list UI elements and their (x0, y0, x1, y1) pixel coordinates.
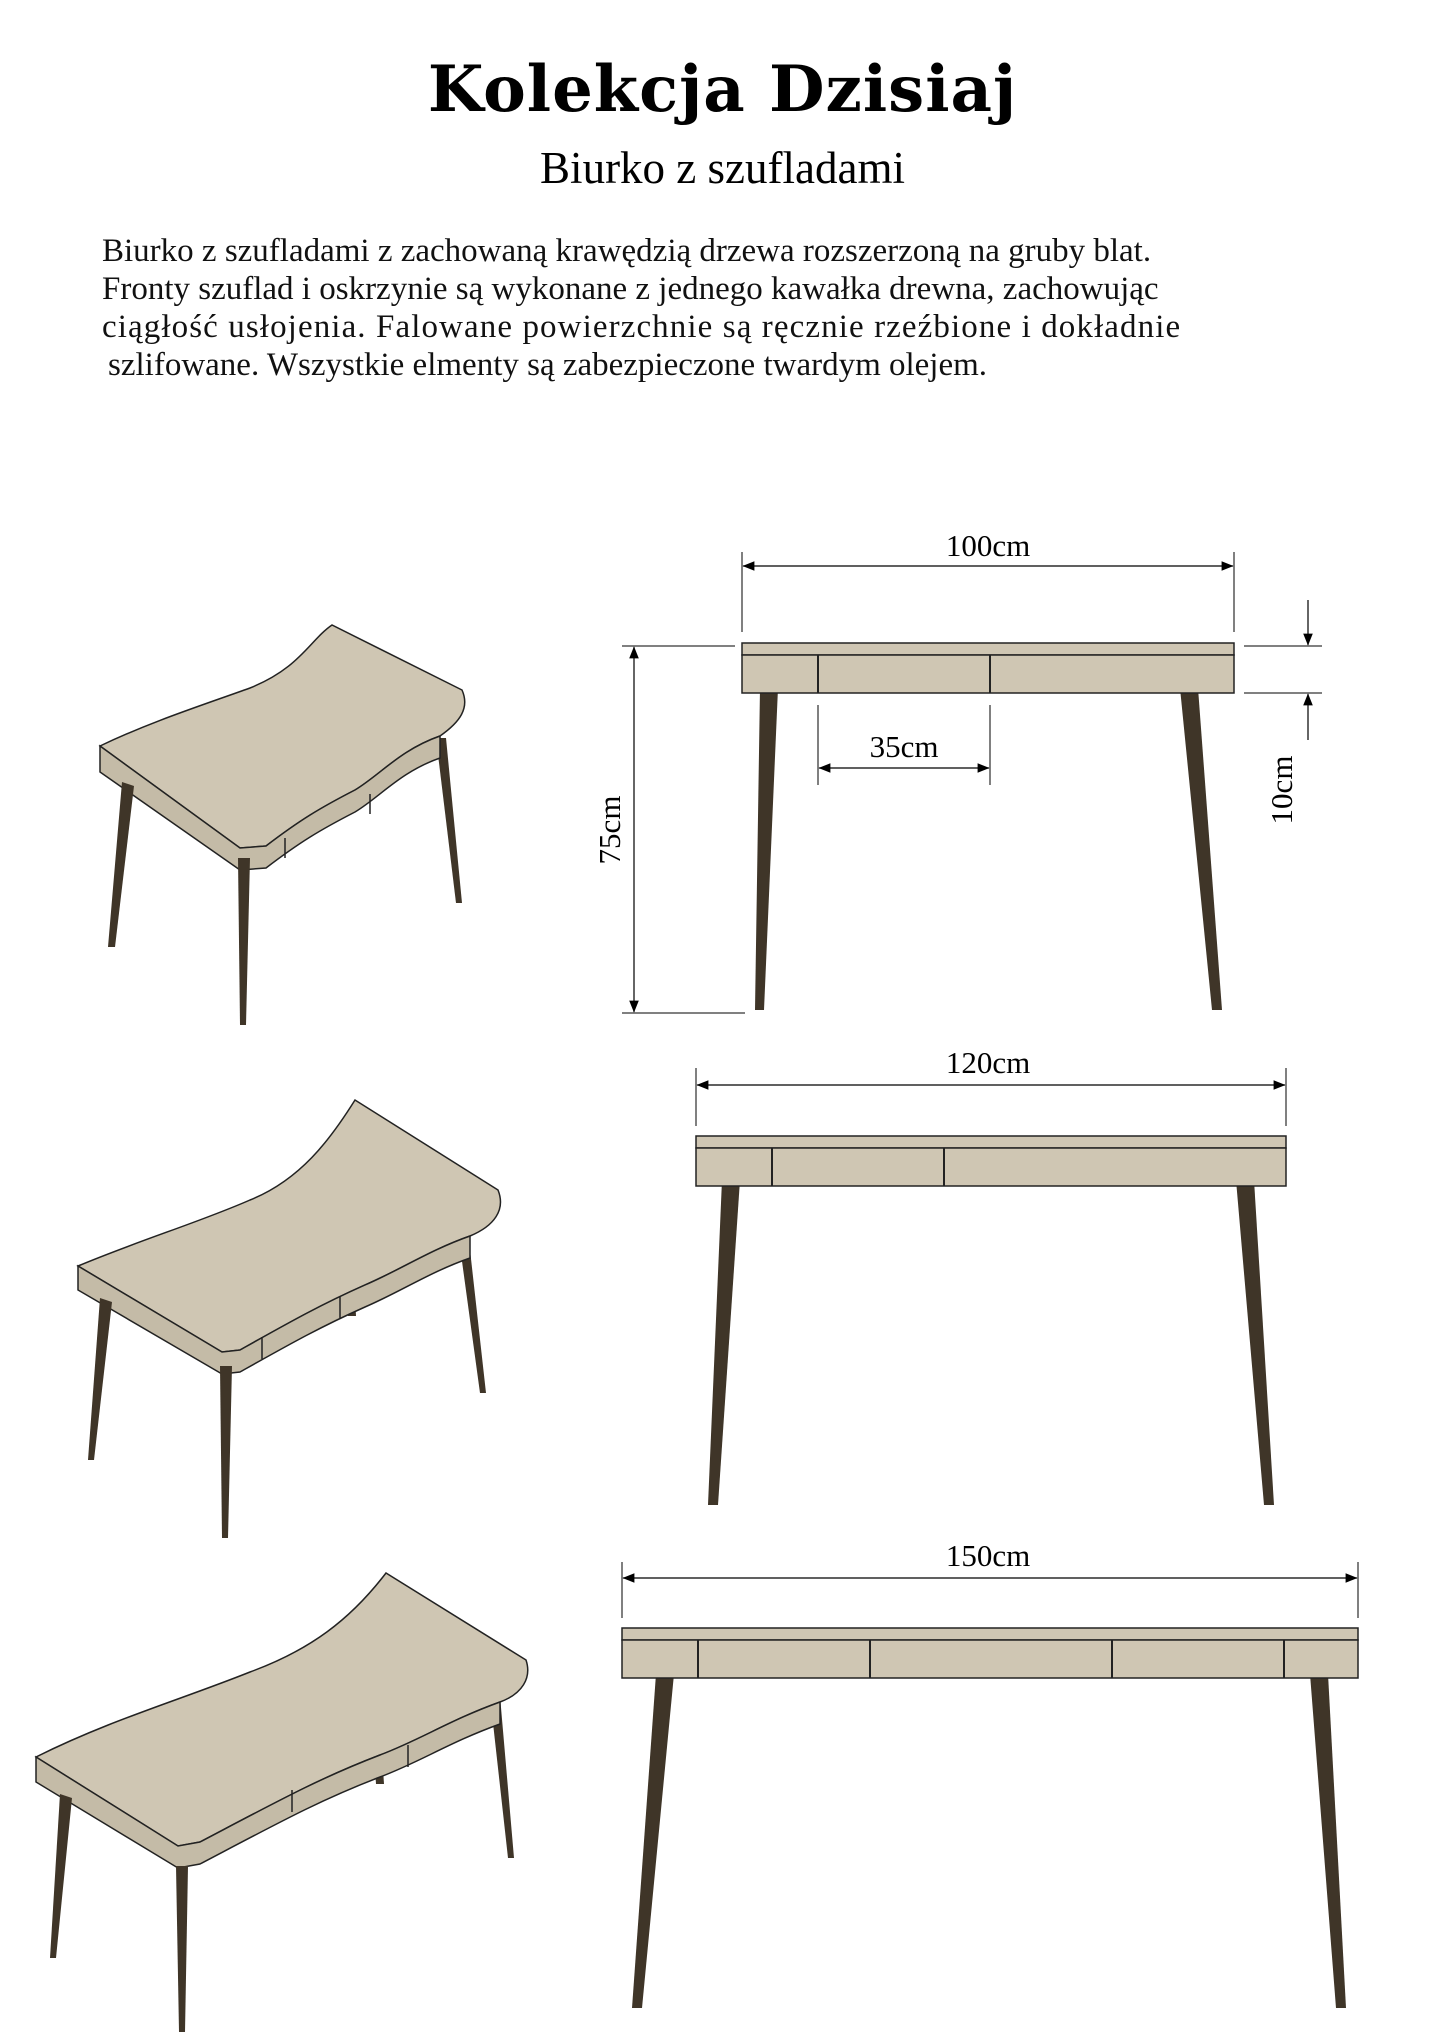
iso-desk-leg (436, 738, 462, 903)
page-subtitle: Biurko z szufladami (540, 143, 905, 193)
iso-desk-leg (220, 1366, 232, 1538)
iso-desk-leg (50, 1794, 72, 1958)
height-label: 75cm (592, 795, 627, 865)
front-desk-120 (696, 1045, 1286, 1505)
front-desk-leg (1310, 1674, 1346, 2008)
front-desk-leg (755, 688, 778, 1010)
front-desk-100 (592, 528, 1322, 1013)
front-desk-leg (1236, 1180, 1274, 1505)
page-title: Kolekcja Dzisiaj (427, 52, 1018, 127)
front-desk-150 (622, 1538, 1358, 2008)
apron-label: 10cm (1264, 755, 1299, 825)
iso-desk-leg (88, 1298, 112, 1460)
front-desk-top (742, 643, 1234, 655)
description-line: Fronty szuflad i oskrzynie są wykonane z jednego kawałka drewna, zachowując (102, 271, 1159, 307)
front-desk-apron (622, 1640, 1358, 1678)
drawer-label: 35cm (869, 729, 939, 764)
description-line: Biurko z szufladami z zachowaną krawędzią drzewa rozszerzoną na gruby blat. (102, 233, 1152, 269)
front-desk-top (622, 1628, 1358, 1640)
front-desk-apron (742, 655, 1234, 693)
front-desk-leg (632, 1674, 674, 2008)
width-label-150: 150cm (945, 1538, 1031, 1573)
iso-desk-large (36, 1573, 528, 2032)
iso-desk-leg (108, 782, 134, 947)
description-line: ciągłość usłojenia. Falowane powierzchnie są ręcznie rzeźbione i dokładnie (102, 309, 1182, 345)
width-label-100: 100cm (945, 528, 1031, 563)
iso-desk-top (100, 625, 465, 848)
iso-desk-medium (78, 1100, 500, 1538)
front-desk-leg (1180, 688, 1222, 1010)
iso-desk-leg (176, 1866, 188, 2032)
front-desk-top (696, 1136, 1286, 1148)
width-label-120: 120cm (945, 1045, 1031, 1080)
description-line: szlifowane. Wszystkie elmenty są zabezpieczone twardym olejem. (108, 347, 988, 383)
iso-desk-small (100, 625, 465, 1025)
iso-desk-leg (238, 858, 250, 1025)
front-desk-leg (708, 1180, 740, 1505)
front-desk-apron (696, 1148, 1286, 1186)
